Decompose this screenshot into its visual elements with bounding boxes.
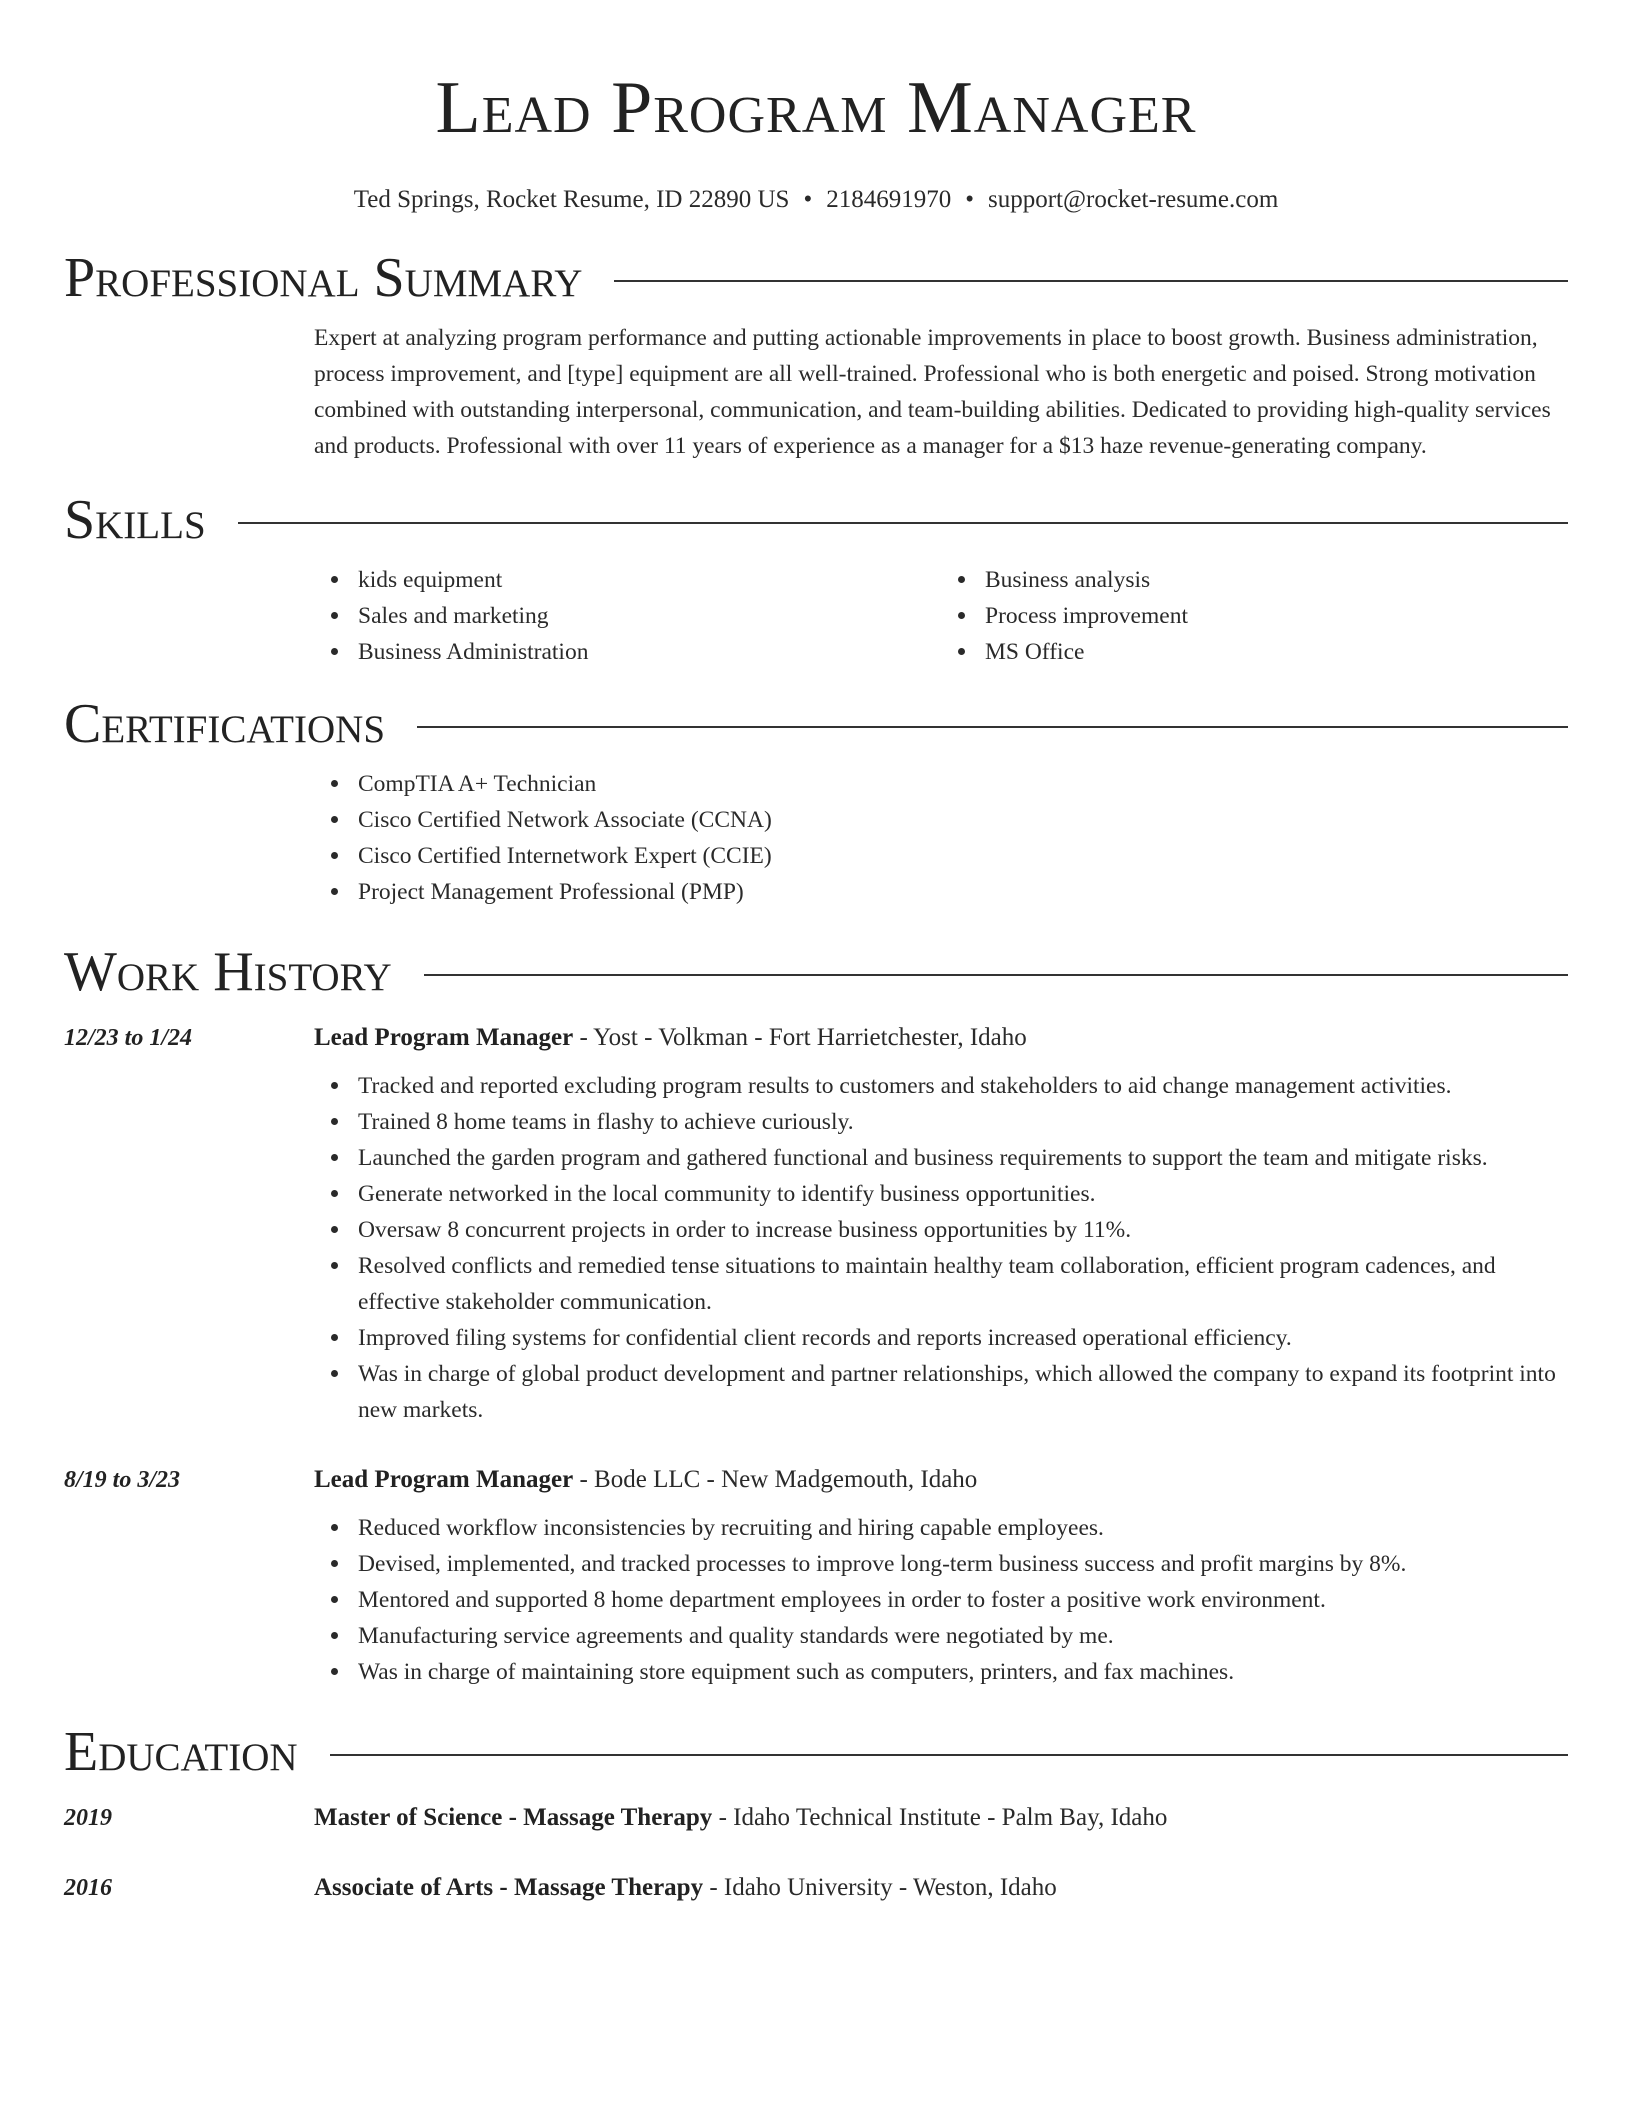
certification-item: Cisco Certified Network Associate (CCNA) (358, 802, 1568, 838)
certifications-section (314, 766, 1568, 910)
work-bullet-item: Tracked and reported excluding program results to customers and stakeholders to aid change management activities. (358, 1068, 1568, 1104)
section-header-skills (64, 488, 1568, 552)
section-header-education (64, 1720, 1568, 1784)
education-degree: Master of Science - Massage Therapy (314, 1804, 713, 1831)
work-job-title: Lead Program Manager (314, 1466, 574, 1493)
certification-item: Project Management Professional (PMP) (358, 874, 1568, 910)
section-title-summary: Professional Summary (64, 247, 583, 309)
certification-item: Cisco Certified Internetwork Expert (CCIE) (358, 838, 1568, 874)
certifications-list (314, 766, 1568, 910)
skill-item: Process improvement (985, 598, 1568, 634)
candidate-name: Lead Program Manager (435, 67, 1197, 149)
summary-text: Expert at analyzing program performance and putting actionable improvements in place to boost growth. Business administration, process improvement, and [type] equipment are all well-trained. Professional who is both energetic and poised. Strong motivation combined with outstanding interpersonal, communication, and team-building abilities. Dedicated to providing high-quality services and products. Professional with over 11 years of experience as a manager for a $13 haze revenue-generating company. (314, 325, 1551, 459)
contact-separator: • (965, 186, 974, 213)
work-bullet-item: Resolved conflicts and remedied tense situations to maintain healthy team collaboration, efficient program cadences, and effective stakeholder communication. (358, 1248, 1568, 1320)
section-title-certifications: Certifications (64, 693, 386, 755)
education-title-line (314, 1870, 1568, 1906)
contact-phone: 2184691970 (826, 186, 952, 213)
work-bullet-item: Manufacturing service agreements and quality standards were negotiated by me. (358, 1618, 1568, 1654)
education-title-line (314, 1800, 1568, 1836)
education-school-location: - Idaho University - Weston, Idaho (703, 1874, 1057, 1901)
work-entry (64, 1462, 1568, 1690)
work-bullets (314, 1510, 1568, 1690)
work-title-line (314, 1020, 1568, 1056)
education-entry (64, 1870, 1568, 1906)
work-employer-location: - Yost - Volkman - Fort Harrietchester, Idaho (573, 1024, 1027, 1051)
section-divider (424, 974, 1568, 976)
work-bullet-item: Mentored and supported 8 home department employees in order to foster a positive work environment. (358, 1582, 1568, 1618)
work-bullet-item: Oversaw 8 concurrent projects in order to increase business opportunities by 11%. (358, 1212, 1568, 1248)
section-header-summary (64, 246, 1568, 310)
work-entry (64, 1020, 1568, 1428)
skill-item: MS Office (985, 634, 1568, 670)
section-title-education: Education (64, 1721, 298, 1783)
work-date: 12/23 to 1/24 (64, 1025, 193, 1051)
skill-item: Sales and marketing (358, 598, 941, 634)
work-bullet-item: Launched the garden program and gathered functional and business requirements to support the team and mitigate risks. (358, 1140, 1568, 1176)
skills-list (314, 562, 1568, 670)
work-bullet-item: Reduced workflow inconsistencies by recruiting and hiring capable employees. (358, 1510, 1568, 1546)
education-year: 2019 (64, 1805, 112, 1831)
skills-column-left (314, 562, 941, 670)
work-bullet-item: Devised, implemented, and tracked processes to improve long-term business success and profit margins by 8%. (358, 1546, 1568, 1582)
education-entry (64, 1800, 1568, 1836)
work-bullet-item: Improved filing systems for confidential client records and reports increased operational efficiency. (358, 1320, 1568, 1356)
skills-column-right (941, 562, 1568, 670)
contact-address: Ted Springs, Rocket Resume, ID 22890 US (353, 186, 790, 213)
certification-item: CompTIA A+ Technician (358, 766, 1568, 802)
contact-line (64, 184, 1568, 216)
section-header-work (64, 940, 1568, 1004)
work-employer-location: - Bode LLC - New Madgemouth, Idaho (573, 1466, 978, 1493)
work-bullet-item: Was in charge of global product development and partner relationships, which allowed the company to expand its footprint into new markets. (358, 1356, 1568, 1428)
contact-separator: • (803, 186, 813, 213)
skill-item: kids equipment (358, 562, 941, 598)
work-bullet-item: Was in charge of maintaining store equipment such as computers, printers, and fax machines. (358, 1654, 1568, 1690)
work-date: 8/19 to 3/23 (64, 1467, 181, 1493)
work-bullets (314, 1068, 1568, 1428)
education-degree: Associate of Arts - Massage Therapy (314, 1874, 704, 1901)
section-divider (330, 1754, 1568, 1756)
section-title-work: Work History (64, 941, 392, 1003)
summary-section (314, 320, 1568, 464)
work-job-title: Lead Program Manager (314, 1024, 574, 1051)
skill-item: Business Administration (358, 634, 941, 670)
work-bullet-item: Trained 8 home teams in flashy to achieve curiously. (358, 1104, 1568, 1140)
section-title-skills: Skills (64, 489, 206, 551)
section-divider (417, 726, 1568, 728)
education-school-location: - Idaho Technical Institute - Palm Bay, Idaho (712, 1804, 1168, 1831)
section-divider (238, 522, 1568, 524)
contact-email: support@rocket-resume.com (987, 186, 1279, 213)
education-year: 2016 (64, 1875, 112, 1901)
work-title-line (314, 1462, 1568, 1498)
section-header-certifications (64, 692, 1568, 756)
work-bullet-item: Generate networked in the local community to identify business opportunities. (358, 1176, 1568, 1212)
resume-page (64, 0, 1568, 1906)
section-divider (614, 280, 1568, 282)
skill-item: Business analysis (985, 562, 1568, 598)
